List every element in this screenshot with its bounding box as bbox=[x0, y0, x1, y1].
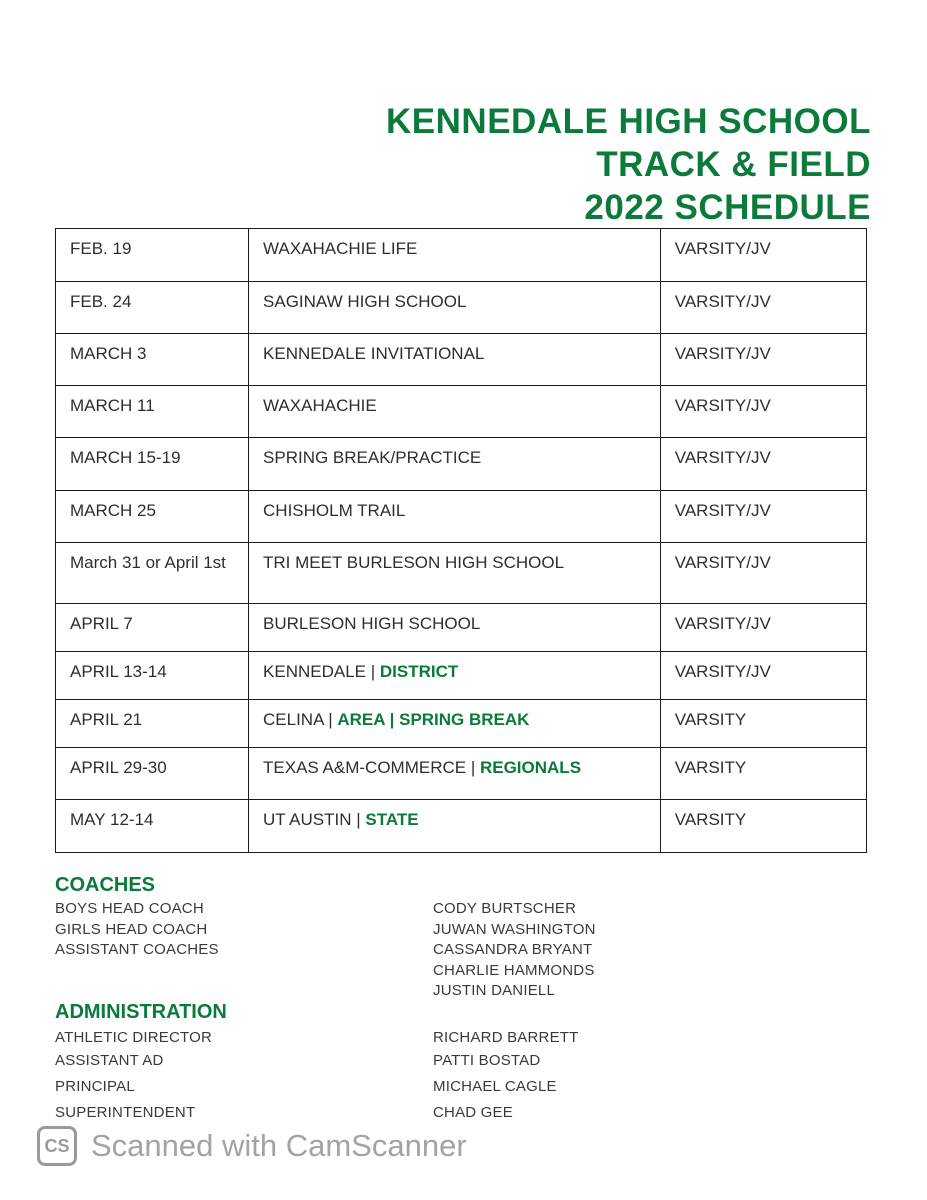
level-cell: VARSITY/JV bbox=[660, 652, 866, 700]
admin-role: ATHLETIC DIRECTOR bbox=[55, 1029, 213, 1046]
date-cell: MAY 12-14 bbox=[56, 800, 249, 853]
event-name: KENNEDALE | bbox=[263, 662, 380, 681]
event-name: TEXAS A&M-COMMERCE | bbox=[263, 758, 480, 777]
coach-role: BOYS HEAD COACH bbox=[55, 900, 204, 917]
level-cell: VARSITY/JV bbox=[660, 604, 866, 652]
admin-role: ASSISTANT AD bbox=[55, 1052, 164, 1069]
table-row bbox=[56, 438, 867, 491]
title-schedule: 2022 SCHEDULE bbox=[584, 188, 871, 227]
camscanner-logo-icon: CS bbox=[37, 1126, 77, 1166]
event-cell bbox=[249, 438, 661, 491]
event-name: SPRING BREAK/PRACTICE bbox=[263, 448, 482, 467]
event-cell bbox=[249, 604, 661, 652]
level-cell: VARSITY bbox=[660, 748, 866, 800]
event-highlight: STATE bbox=[365, 810, 419, 829]
date-cell: MARCH 15-19 bbox=[56, 438, 249, 491]
table-row bbox=[56, 386, 867, 438]
level-cell: VARSITY/JV bbox=[660, 334, 866, 386]
table-row bbox=[56, 491, 867, 543]
level-cell: VARSITY/JV bbox=[660, 386, 866, 438]
date-cell: APRIL 13-14 bbox=[56, 652, 249, 700]
admin-name: MICHAEL CAGLE bbox=[433, 1078, 557, 1095]
admin-name: PATTI BOSTAD bbox=[433, 1052, 541, 1069]
coaches-heading: COACHES bbox=[55, 874, 156, 896]
event-highlight: DISTRICT bbox=[379, 662, 459, 681]
date-cell: MARCH 25 bbox=[56, 491, 249, 543]
coach-name: JUWAN WASHINGTON bbox=[433, 920, 596, 938]
date-cell: March 31 or April 1st bbox=[56, 543, 249, 604]
level-cell: VARSITY bbox=[660, 800, 866, 853]
admin-name: RICHARD BARRETT bbox=[433, 1029, 579, 1046]
date-cell: FEB. 24 bbox=[56, 282, 249, 334]
table-row bbox=[56, 652, 867, 700]
table-row bbox=[56, 748, 867, 800]
event-name: SAGINAW HIGH SCHOOL bbox=[263, 292, 467, 311]
event-cell bbox=[249, 748, 661, 800]
event-name: WAXAHACHIE bbox=[263, 396, 377, 415]
event-cell bbox=[249, 652, 661, 700]
level-cell: VARSITY/JV bbox=[660, 491, 866, 543]
date-cell: MARCH 11 bbox=[56, 386, 249, 438]
administration-heading: ADMINISTRATION bbox=[55, 1001, 227, 1023]
coach-name: CASSANDRA BRYANT bbox=[433, 941, 593, 958]
table-row bbox=[56, 334, 867, 386]
event-name: BURLESON HIGH SCHOOL bbox=[263, 614, 481, 633]
administration-names bbox=[433, 1026, 579, 1124]
event-cell bbox=[249, 282, 661, 334]
event-name: WAXAHACHIE LIFE bbox=[263, 239, 418, 258]
title-sport: TRACK & FIELD bbox=[596, 145, 871, 184]
level-cell: VARSITY/JV bbox=[660, 229, 866, 282]
camscanner-watermark bbox=[37, 1126, 467, 1166]
event-name: CELINA | bbox=[263, 710, 338, 729]
level-cell: VARSITY/JV bbox=[660, 438, 866, 491]
event-highlight: AREA | SPRING BREAK bbox=[337, 710, 530, 729]
table-row bbox=[56, 604, 867, 652]
event-name: KENNEDALE INVITATIONAL bbox=[263, 344, 485, 363]
event-cell bbox=[249, 386, 661, 438]
table-row bbox=[56, 282, 867, 334]
title-school: KENNEDALE HIGH SCHOOL bbox=[386, 102, 871, 141]
level-cell: VARSITY bbox=[660, 700, 866, 748]
coach-name: CHARLIE HAMMONDS bbox=[433, 961, 595, 979]
event-cell bbox=[249, 543, 661, 604]
admin-role: PRINCIPAL bbox=[55, 1078, 135, 1095]
event-cell bbox=[249, 491, 661, 543]
coach-role: GIRLS HEAD COACH bbox=[55, 920, 208, 938]
event-cell bbox=[249, 334, 661, 386]
table-row bbox=[56, 229, 867, 282]
admin-name: CHAD GEE bbox=[433, 1104, 513, 1121]
coaches-names bbox=[433, 899, 596, 1002]
table-row bbox=[56, 800, 867, 853]
date-cell: APRIL 7 bbox=[56, 604, 249, 652]
event-highlight: REGIONALS bbox=[479, 758, 582, 777]
schedule-table bbox=[55, 228, 867, 853]
date-cell: APRIL 21 bbox=[56, 700, 249, 748]
date-cell: MARCH 3 bbox=[56, 334, 249, 386]
administration-roles bbox=[55, 1026, 212, 1124]
event-cell bbox=[249, 800, 661, 853]
coach-name: CODY BURTSCHER bbox=[433, 900, 577, 917]
event-cell bbox=[249, 229, 661, 282]
admin-role: SUPERINTENDENT bbox=[55, 1104, 196, 1121]
coach-name: JUSTIN DANIELL bbox=[433, 982, 555, 999]
event-name: TRI MEET BURLESON HIGH SCHOOL bbox=[263, 553, 565, 572]
level-cell: VARSITY/JV bbox=[660, 282, 866, 334]
event-cell bbox=[249, 700, 661, 748]
document-title bbox=[386, 100, 871, 229]
table-row bbox=[56, 700, 867, 748]
coaches-roles bbox=[55, 899, 219, 961]
coach-role: ASSISTANT COACHES bbox=[55, 941, 219, 958]
date-cell: APRIL 29-30 bbox=[56, 748, 249, 800]
table-row bbox=[56, 543, 867, 604]
event-name: CHISHOLM TRAIL bbox=[263, 501, 406, 520]
event-name: UT AUSTIN | bbox=[263, 810, 366, 829]
level-cell: VARSITY/JV bbox=[660, 543, 866, 604]
date-cell: FEB. 19 bbox=[56, 229, 249, 282]
watermark-text: Scanned with CamScanner bbox=[91, 1128, 467, 1163]
